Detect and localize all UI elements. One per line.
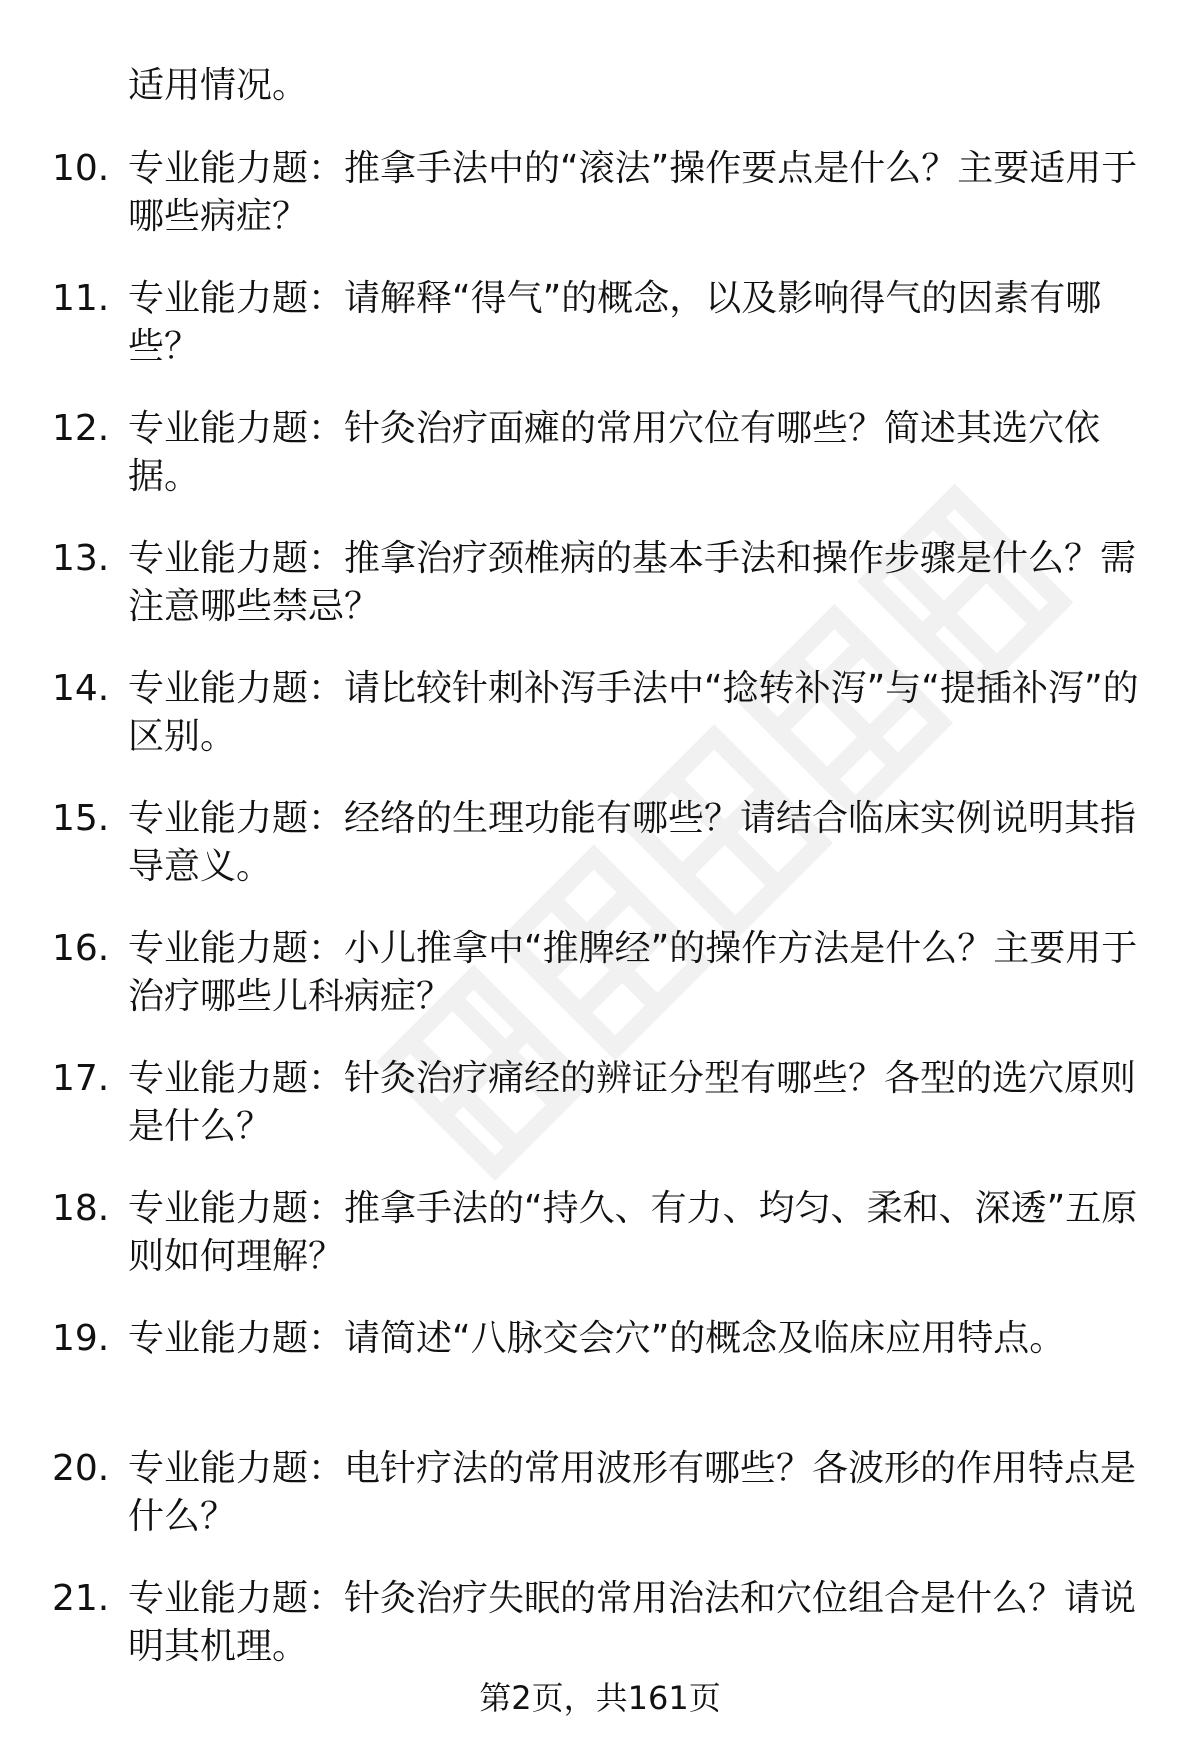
question-text: 专业能力题：推拿手法的“持久、有力、均匀、柔和、深透”五原则如何理解？	[128, 1188, 1138, 1277]
question-text: 专业能力题：请简述“八脉交会穴”的概念及临床应用特点。	[128, 1318, 1066, 1359]
question-item	[0, 145, 1200, 275]
question-item	[0, 1055, 1200, 1185]
question-item	[0, 405, 1200, 535]
question-text: 专业能力题：请比较针刺补泻手法中“捻转补泻”与“提插补泻”的区别。	[128, 668, 1139, 757]
question-number: 14.	[52, 668, 110, 709]
question-item	[0, 1445, 1200, 1575]
question-text: 专业能力题：电针疗法的常用波形有哪些？各波形的作用特点是什么？	[128, 1448, 1137, 1537]
question-item	[0, 795, 1200, 925]
question-item	[0, 1185, 1200, 1315]
question-item	[0, 925, 1200, 1055]
question-number: 11.	[52, 278, 110, 319]
question-text: 专业能力题：推拿手法中的“滚法”操作要点是什么？主要适用于哪些病症？	[128, 148, 1138, 237]
question-text: 专业能力题：请解释“得气”的概念，以及影响得气的因素有哪些？	[128, 278, 1102, 367]
question-text: 专业能力题：经络的生理功能有哪些？请结合临床实例说明其指导意义。	[128, 798, 1137, 887]
question-text: 专业能力题：推拿治疗颈椎病的基本手法和操作步骤是什么？需注意哪些禁忌？	[128, 538, 1137, 627]
question-number: 15.	[52, 798, 110, 839]
question-item	[0, 1315, 1200, 1445]
question-number: 10.	[52, 148, 110, 189]
question-number: 17.	[52, 1058, 110, 1099]
question-text: 专业能力题：针灸治疗面瘫的常用穴位有哪些？简述其选穴依据。	[128, 408, 1101, 497]
question-list	[0, 145, 1200, 1705]
question-item	[0, 665, 1200, 795]
question-number: 18.	[52, 1188, 110, 1229]
page-footer: 第2页，共161页	[479, 1679, 721, 1717]
question-number: 19.	[52, 1318, 110, 1359]
question-number: 21.	[52, 1578, 110, 1619]
question-number: 13.	[52, 538, 110, 579]
question-item	[0, 275, 1200, 405]
question-text: 专业能力题：小儿推拿中“推脾经”的操作方法是什么？主要用于治疗哪些儿科病症？	[128, 928, 1138, 1017]
question-item	[0, 535, 1200, 665]
question-number: 20.	[52, 1448, 110, 1489]
question-number: 12.	[52, 408, 110, 449]
question-text: 专业能力题：针灸治疗失眠的常用治法和穴位组合是什么？请说明其机理。	[128, 1578, 1137, 1667]
continuation-text: 适用情况。	[128, 65, 309, 106]
question-number: 16.	[52, 928, 110, 969]
question-text: 专业能力题：针灸治疗痛经的辨证分型有哪些？各型的选穴原则是什么？	[128, 1058, 1137, 1147]
